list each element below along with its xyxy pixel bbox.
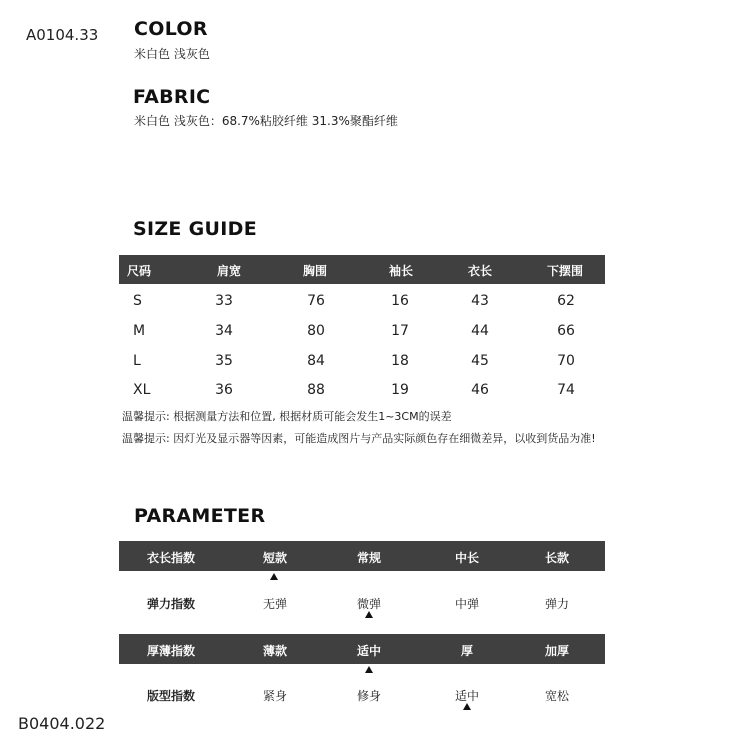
- color-value: 米白色 浅灰色: [134, 47, 210, 61]
- thickness-option: 薄款: [262, 644, 287, 658]
- size-cell: 80: [307, 323, 325, 339]
- elasticity-option: 中弹: [454, 597, 479, 611]
- fit-option: 修身: [356, 689, 381, 703]
- size-cell: XL: [133, 382, 151, 398]
- fit-option: 适中: [454, 689, 479, 703]
- thickness-index-bar: [119, 634, 605, 664]
- elasticity-option: 微弹: [356, 597, 381, 611]
- parameter-heading: PARAMETER: [134, 505, 266, 527]
- table-row: [119, 323, 605, 343]
- size-cell: 17: [391, 323, 409, 339]
- size-guide-heading: SIZE GUIDE: [133, 218, 257, 240]
- size-cell: 18: [391, 353, 409, 369]
- size-cell: 34: [215, 323, 233, 339]
- size-cell: 16: [391, 293, 409, 309]
- color-heading: COLOR: [134, 18, 208, 40]
- size-cell: 44: [471, 323, 489, 339]
- elasticity-option: 无弹: [262, 597, 287, 611]
- thickness-index-label: 厚薄指数: [146, 644, 195, 658]
- thickness-option: 厚: [460, 644, 473, 658]
- size-cell: S: [133, 293, 142, 309]
- color-note: 温馨提示: 因灯光及显示器等因素，可能造成图片与产品实际颜色存在细微差异，以收到货品为准!: [122, 432, 596, 445]
- size-cell: 66: [557, 323, 575, 339]
- fit-index-label: 版型指数: [146, 689, 195, 703]
- size-cell: L: [133, 353, 141, 369]
- fit-selected-marker: [463, 703, 471, 710]
- fabric-value: 米白色 浅灰色：68.7%粘胶纤维 31.3%聚酯纤维: [134, 114, 398, 128]
- product-code-top: A0104.33: [26, 26, 99, 44]
- product-code-bottom: B0404.022: [18, 714, 106, 733]
- elasticity-selected-marker: [365, 611, 373, 618]
- thickness-selected-marker: [365, 666, 373, 673]
- length-option: 长款: [544, 551, 569, 565]
- length-selected-marker: [270, 573, 278, 580]
- size-cell: 70: [557, 353, 575, 369]
- length-option: 常规: [356, 551, 381, 565]
- length-option: 中长: [454, 551, 479, 565]
- fit-option: 宽松: [544, 689, 569, 703]
- size-cell: 43: [471, 293, 489, 309]
- fit-option: 紧身: [262, 689, 287, 703]
- size-cell: 36: [215, 382, 233, 398]
- thickness-option: 适中: [356, 644, 381, 658]
- length-index-bar: [119, 541, 605, 571]
- table-row: [119, 353, 605, 373]
- table-row: [119, 382, 605, 402]
- size-col-header: 袖长: [388, 264, 413, 278]
- size-cell: 19: [391, 382, 409, 398]
- length-option: 短款: [262, 551, 287, 565]
- size-cell: 88: [307, 382, 325, 398]
- size-cell: 76: [307, 293, 325, 309]
- size-cell: 84: [307, 353, 325, 369]
- size-cell: 74: [557, 382, 575, 398]
- elasticity-option: 弹力: [544, 597, 569, 611]
- size-col-header: 尺码: [127, 264, 152, 278]
- size-col-header: 肩宽: [216, 264, 241, 278]
- size-col-header: 胸围: [302, 264, 327, 278]
- size-cell: 46: [471, 382, 489, 398]
- size-cell: 35: [215, 353, 233, 369]
- length-index-label: 衣长指数: [146, 551, 195, 565]
- elasticity-index-label: 弹力指数: [146, 597, 195, 611]
- size-col-header: 衣长: [467, 264, 492, 278]
- size-cell: M: [133, 323, 146, 339]
- size-note: 温馨提示: 根据测量方法和位置, 根据材质可能会发生1~3CM的误差: [122, 410, 452, 423]
- size-cell: 62: [557, 293, 575, 309]
- size-cell: 45: [471, 353, 489, 369]
- fabric-heading: FABRIC: [133, 86, 211, 108]
- size-cell: 33: [215, 293, 233, 309]
- size-table-header: [119, 255, 605, 284]
- table-row: [119, 293, 605, 313]
- thickness-option: 加厚: [544, 644, 569, 658]
- size-col-header: 下摆围: [546, 264, 583, 278]
